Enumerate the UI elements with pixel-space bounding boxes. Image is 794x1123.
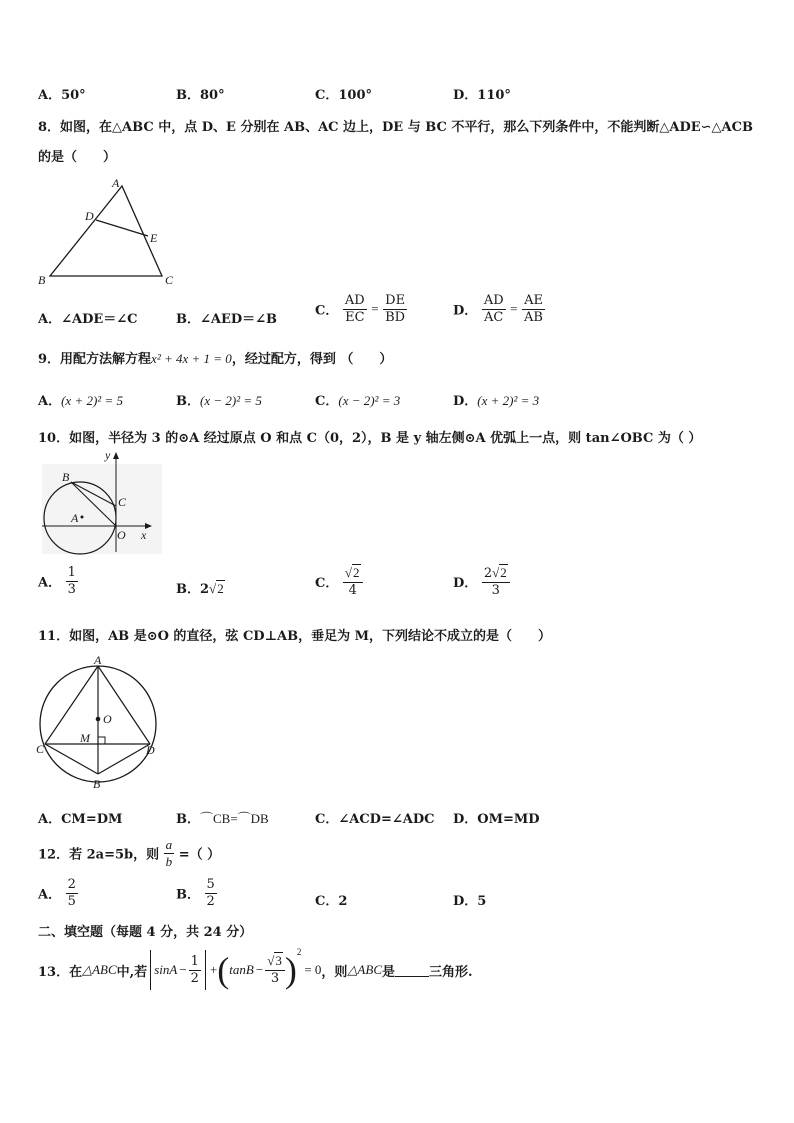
q11-segment-cb <box>45 744 98 774</box>
q13-triangle: △ABC <box>82 962 117 977</box>
q8-label-e: E <box>150 231 158 245</box>
q12-stem <box>38 838 220 868</box>
q10-y-arrow <box>113 452 119 459</box>
q12-frac-num: a <box>165 837 173 852</box>
q11-circle-figure <box>34 652 164 792</box>
q10-c-den: 4 <box>348 582 357 598</box>
q9-c-label: C． <box>315 394 339 409</box>
q13-equals-zero: = 0 <box>304 962 322 977</box>
q8-c-eq: = <box>371 301 379 317</box>
q12-frac-den: b <box>165 853 173 869</box>
q9-b-expr: (x − 2)² = 5 <box>200 393 262 408</box>
q8-d-den1: AC <box>484 309 504 325</box>
q9-option-a <box>38 390 123 409</box>
q8-option-a: A．∠ADE＝∠C <box>38 312 138 327</box>
q11-option-b <box>176 808 269 827</box>
q11-segment-db <box>98 744 150 774</box>
q12-b-label: B． <box>176 887 200 903</box>
q11-option-c: C．∠ACD=∠ADC <box>315 812 435 827</box>
q11-label-m: M <box>80 731 90 745</box>
q10-option-c: C． $\frac{√2}{4}$ <box>315 566 363 597</box>
q10-center-dot <box>81 516 84 519</box>
q13-pre: 13．在 <box>38 964 83 980</box>
q12-option-a <box>38 878 78 908</box>
q11-stem: 11．如图，AB 是⊙O 的直径，弦 CD⊥AB，垂足为 M，下列结论不成立的是（ ） <box>38 629 552 644</box>
q12-stem-pre: 12．若 2a=5b，则 <box>38 847 160 863</box>
q13-post: 三角形. <box>429 964 473 980</box>
q10-label-o: O <box>117 528 126 542</box>
q11-label-a: A <box>94 653 102 667</box>
q12-option-b <box>176 878 217 908</box>
q11-label-o: O <box>103 712 112 726</box>
q9-stem <box>38 348 392 367</box>
q10-a-label: A． <box>38 575 62 591</box>
q8-stem-line1: 8．如图，在△ABC 中，点 D、E 分别在 AB、AC 边上，DE 与 BC 不平行，那么下列条件中，不能判断△ADE∽△ACB <box>38 120 753 135</box>
q10-circle-figure <box>38 448 168 556</box>
q13-triangle-2: △ABC <box>347 962 382 977</box>
q9-option-b <box>176 390 262 409</box>
q9-a-expr: (x + 2)² = 5 <box>61 393 123 408</box>
q9-option-c <box>315 390 400 409</box>
q12-option-d: D．5 <box>453 894 487 909</box>
q13-abs-right <box>205 950 206 990</box>
q8-d-den2: AB <box>524 309 543 325</box>
q10-d-coef: 2 <box>483 566 493 581</box>
q11-label-d: D <box>146 743 155 757</box>
q8-c-den1: EC <box>345 309 365 325</box>
q13-root-num: 3 <box>275 953 282 969</box>
q13-plus: + <box>209 962 218 977</box>
q8-stem-line2: 的是（ ） <box>38 150 117 165</box>
q8-triangle-figure <box>34 174 184 289</box>
q8-label-b: B <box>38 273 46 287</box>
q8-c-den2: BD <box>385 309 406 325</box>
q12-a-num: 2 <box>67 877 76 892</box>
q12-option-c: C．2 <box>315 894 348 909</box>
q8-option-d <box>453 294 545 324</box>
q10-d-label: D． <box>453 576 478 592</box>
q11-option-d: D．OM=MD <box>453 812 540 827</box>
q9-a-label: A． <box>38 394 62 409</box>
q13-root-den: 3 <box>270 971 280 986</box>
q10-c-label: C． <box>315 576 339 592</box>
q10-c-num: 2 <box>353 565 360 580</box>
q10-option-d: D． $\frac{2√2}{3}$ <box>453 566 510 597</box>
q8-d-num1: AD <box>483 293 504 308</box>
q8-d-num2: AE <box>524 293 543 308</box>
section-heading-fill-in: 二、填空题（每题 4 分，共 24 分） <box>38 925 253 940</box>
q13-stem: 13．在 △ABC 中,若 sinA − $\frac{1}{2}$ + ( tanB − $\frac{√3}{3}$ ) 2 = 0 ，则 △ABC 是 三角形. <box>38 947 473 990</box>
q10-b-coef: 2 <box>200 582 210 597</box>
q12-b-num: 5 <box>206 877 215 892</box>
q12-a-den: 5 <box>67 893 76 909</box>
q11-right-angle-mark <box>98 737 105 744</box>
q11-segment-ac <box>45 666 98 744</box>
q10-b-label: B． <box>176 582 200 597</box>
q13-half-den: 2 <box>190 970 199 986</box>
q12-a-label: A． <box>38 887 62 903</box>
q9-option-d <box>453 390 539 409</box>
q10-option-a <box>38 566 78 596</box>
q9-b-label: B． <box>176 394 200 409</box>
q13-abs-left <box>150 950 151 990</box>
q13-answer-blank[interactable] <box>395 964 429 977</box>
q10-label-c: C <box>118 495 127 509</box>
q11-center-dot <box>96 717 101 722</box>
q13-tanb: tanB <box>229 962 254 977</box>
q11-b-label: B． <box>176 812 200 827</box>
q9-stem-post: ，经过配方，得到 （ ） <box>231 352 393 367</box>
q9-c-expr: (x − 2)² = 3 <box>338 393 401 408</box>
q11-label-c: C <box>36 742 45 756</box>
q8-option-c-label: C． <box>315 303 339 319</box>
q8-option-d-label: D． <box>453 303 478 319</box>
q12-stem-post: =（ ） <box>178 847 221 863</box>
q13-minus: − <box>179 962 187 977</box>
q7-option-b: B．80° <box>176 88 225 103</box>
q11-b-expr: ⌒CB=⌒DB <box>200 811 269 826</box>
q8-triangle-abc <box>50 186 162 276</box>
q10-d-num: 2 <box>500 565 507 580</box>
q8-option-c <box>315 294 407 324</box>
q9-d-label: D． <box>453 394 478 409</box>
q8-d-eq: = <box>510 301 518 317</box>
q10-a-den: 3 <box>67 581 76 597</box>
q13-sina: sinA <box>154 962 178 977</box>
q11-segment-ad <box>98 666 150 744</box>
q10-label-y: y <box>105 448 111 462</box>
q8-option-b: B．∠AED＝∠B <box>176 312 278 327</box>
q10-option-b: B．2√2 <box>176 581 224 597</box>
q9-d-expr: (x + 2)² = 3 <box>477 393 540 408</box>
q13-half-num: 1 <box>190 953 199 969</box>
q10-b-rad: 2 <box>217 581 224 596</box>
q13-then: ，则 <box>321 964 348 980</box>
q9-equation: x² + 4x + 1 = 0 <box>151 351 232 366</box>
q7-option-d: D．110° <box>453 88 511 103</box>
q10-a-num: 1 <box>67 565 76 580</box>
q13-minus2: − <box>255 962 264 977</box>
q13-mid: 中,若 <box>116 964 148 980</box>
q13-square: 2 <box>296 947 302 957</box>
q9-stem-pre: 9．用配方法解方程 <box>38 352 152 367</box>
q7-option-c: C．100° <box>315 88 372 103</box>
q8-label-c: C <box>165 273 174 287</box>
q8-label-a: A <box>112 176 120 190</box>
q13-is: 是 <box>382 964 396 980</box>
q10-d-den: 3 <box>491 582 500 598</box>
q8-label-d: D <box>85 209 94 223</box>
q10-label-x: x <box>141 528 147 542</box>
q10-label-b: B <box>62 470 70 484</box>
q12-b-den: 2 <box>206 893 215 909</box>
q10-stem: 10．如图，半径为 3 的⊙A 经过原点 O 和点 C（0，2），B 是 y 轴左侧⊙A 优弧上一点，则 tan∠OBC 为（ ） <box>38 431 702 446</box>
q8-c-num2: DE <box>385 293 406 308</box>
q7-option-a: A．50° <box>38 88 86 103</box>
q10-label-a: A <box>71 511 79 525</box>
q8-c-num1: AD <box>344 293 365 308</box>
q11-label-b: B <box>93 777 101 791</box>
q11-option-a: A．CM=DM <box>38 812 123 827</box>
